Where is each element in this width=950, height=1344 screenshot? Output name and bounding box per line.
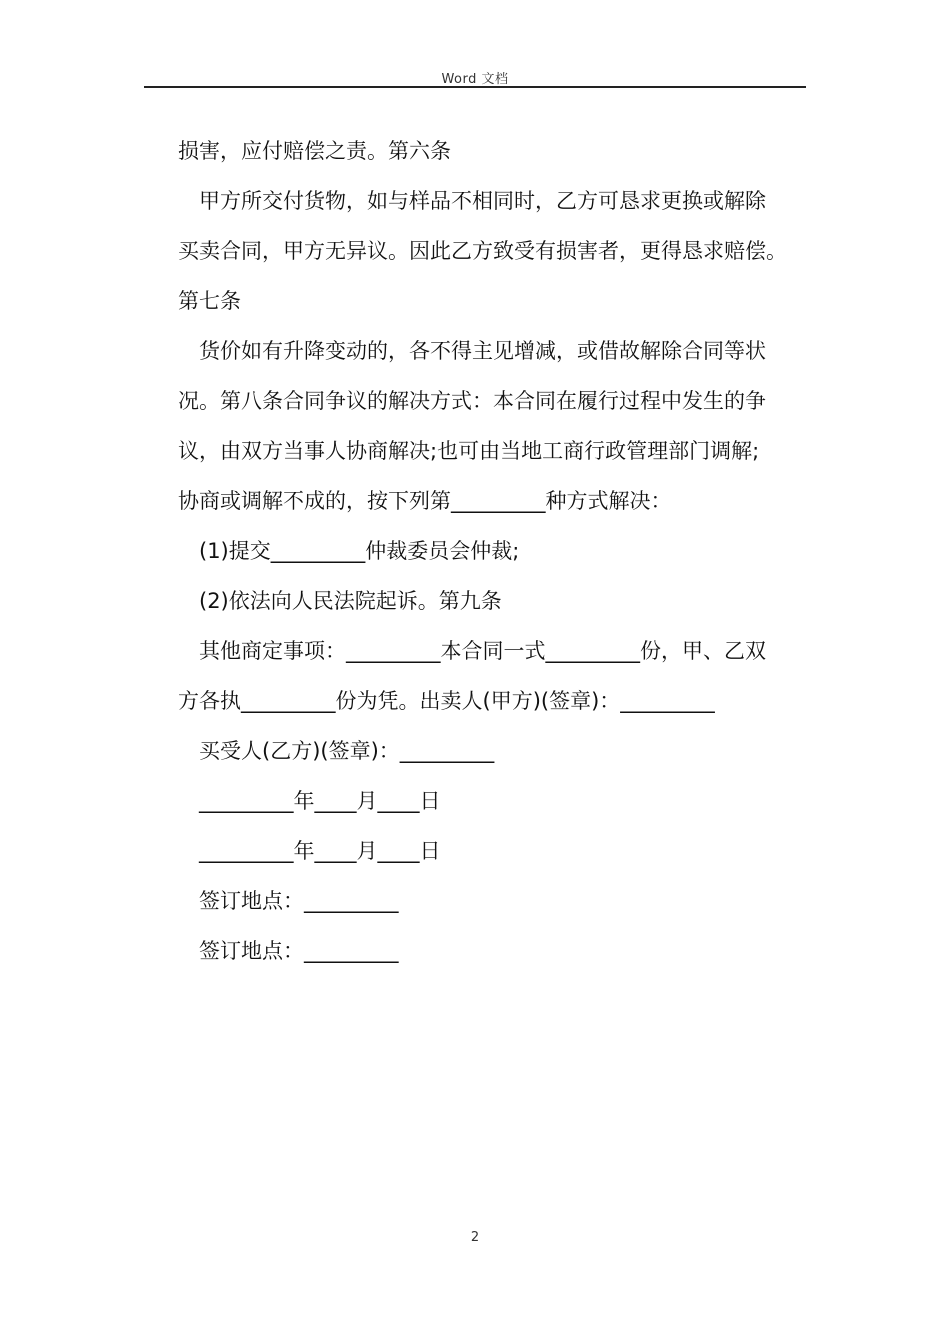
paragraph-line: 协商或调解不成的，按下列第_________种方式解决： <box>178 489 672 513</box>
paragraph-line: 第七条 <box>178 289 241 313</box>
paragraph-line: 签订地点：_________ <box>199 939 399 963</box>
header-divider <box>144 86 806 88</box>
paragraph-line: 损害，应付赔偿之责。第六条 <box>178 139 451 163</box>
paragraph-line: 买卖合同，甲方无异议。因此乙方致受有损害者，更得恳求赔偿。 <box>178 239 787 263</box>
paragraph-line: (1)提交_________仲裁委员会仲裁; <box>199 539 520 563</box>
paragraph-line: 甲方所交付货物，如与样品不相同时，乙方可恳求更换或解除 <box>199 189 766 213</box>
paragraph-line: 况。第八条合同争议的解决方式：本合同在履行过程中发生的争 <box>178 389 766 413</box>
paragraph-line: 货价如有升降变动的，各不得主见增减，或借故解除合同等状 <box>199 339 766 363</box>
paragraph-line: 签订地点：_________ <box>199 889 399 913</box>
page-header: Word 文档 <box>441 72 509 87</box>
paragraph-line: (2)依法向人民法院起诉。第九条 <box>199 589 502 613</box>
document-body <box>178 126 818 976</box>
paragraph-line: 其他商定事项：_________本合同一式_________份，甲、乙双 <box>199 639 766 663</box>
page-number: 2 <box>470 1230 480 1245</box>
paragraph-line: 买受人(乙方)(签章)：_________ <box>199 739 495 763</box>
paragraph-line: _________年____月____日 <box>199 839 441 863</box>
paragraph-line: 方各执_________份为凭。出卖人(甲方)(签章)：_________ <box>178 689 715 713</box>
paragraph-line: _________年____月____日 <box>199 789 441 813</box>
paragraph-line: 议，由双方当事人协商解决;也可由当地工商行政管理部门调解; <box>178 439 760 463</box>
